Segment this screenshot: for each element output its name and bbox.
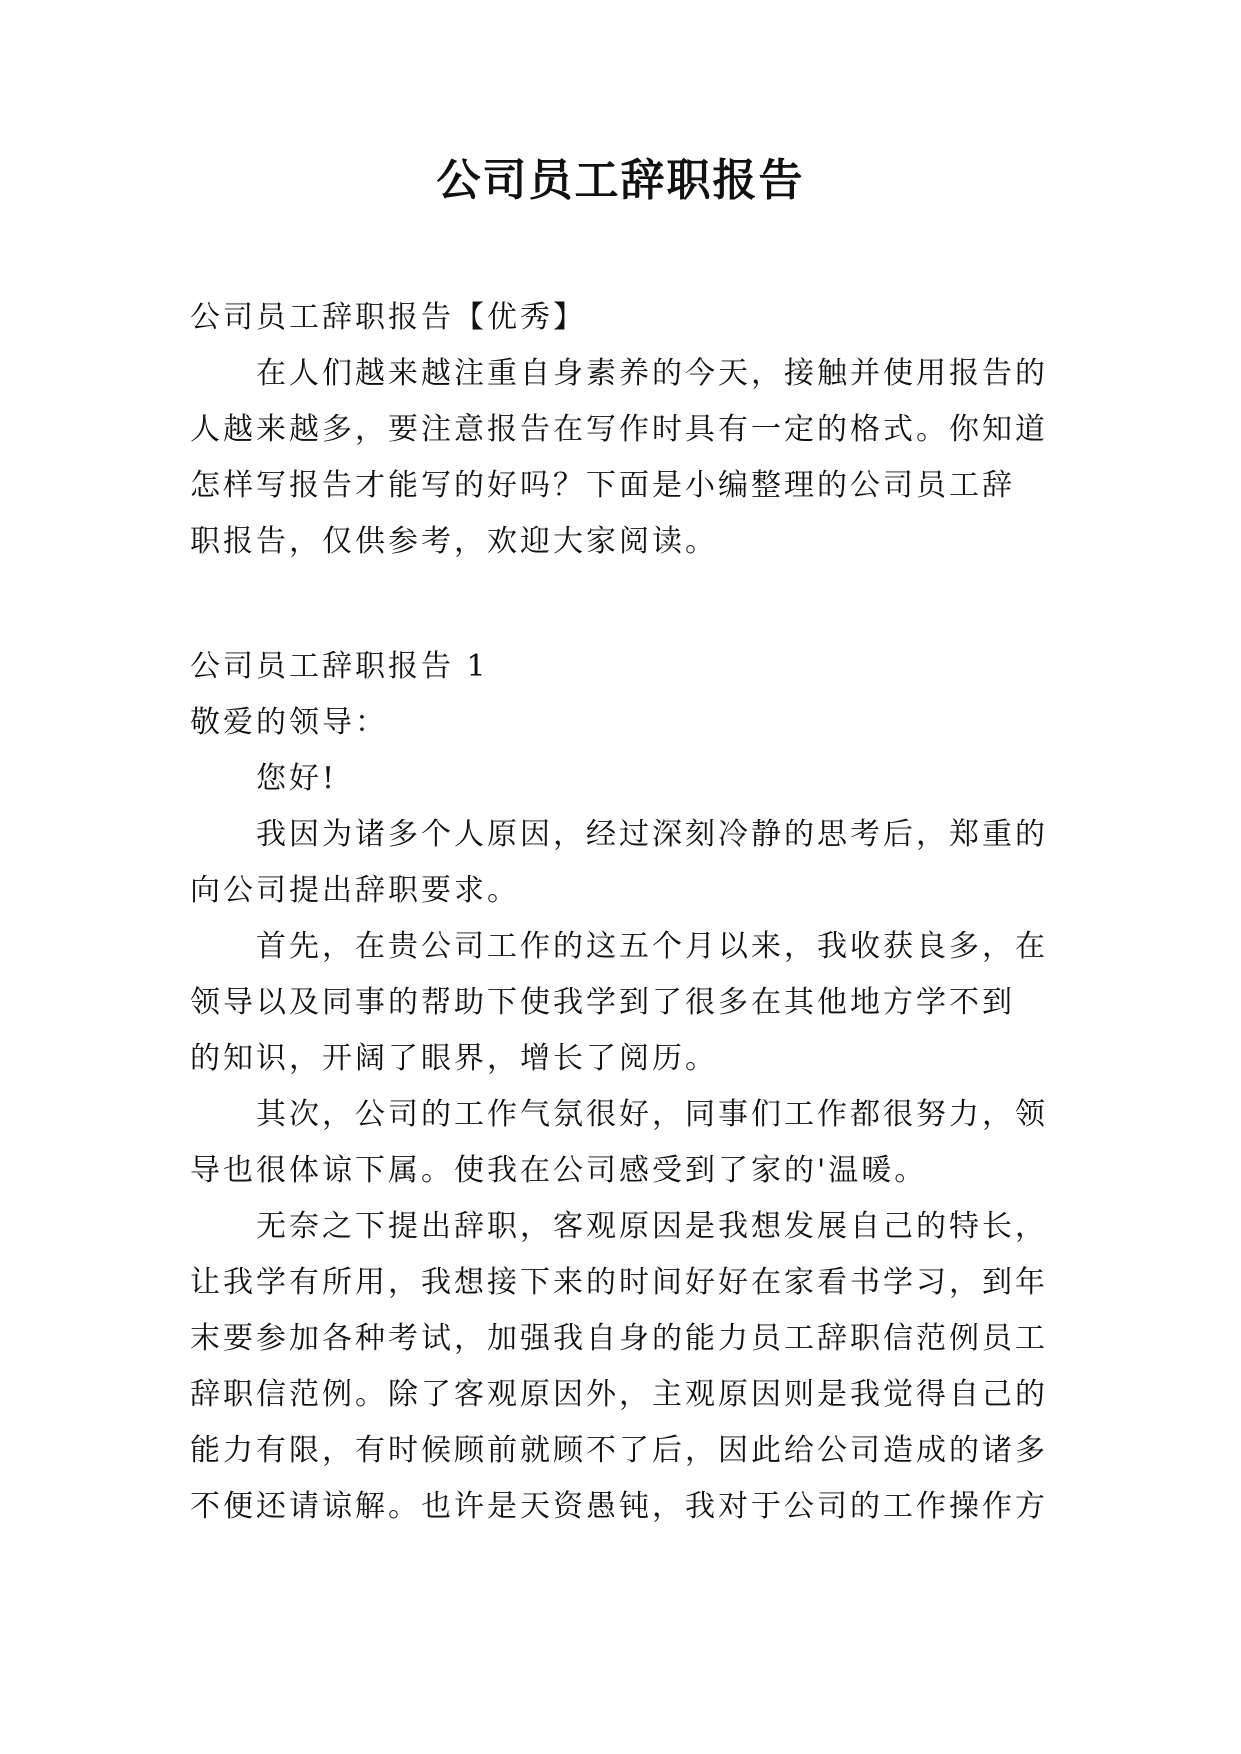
intro-line-3: 怎样写报告才能写的好吗？下面是小编整理的公司员工辞 bbox=[190, 468, 1015, 503]
body-line: 导也很体谅下属。使我在公司感受到了家的'温暖。 bbox=[190, 1153, 928, 1188]
document-title: 公司员工辞职报告 bbox=[436, 155, 805, 206]
section-heading: 公司员工辞职报告 1 bbox=[190, 649, 489, 684]
body-line: 辞职信范例。除了客观原因外，主观原因则是我觉得自己的 bbox=[190, 1377, 1048, 1412]
body-line: 的知识，开阔了眼界，增长了阅历。 bbox=[190, 1041, 718, 1076]
body-line: 能力有限，有时候顾前就顾不了后，因此给公司造成的诸多 bbox=[190, 1433, 1048, 1468]
subtitle-line: 公司员工辞职报告【优秀】 bbox=[190, 300, 586, 335]
body-line: 无奈之下提出辞职，客观原因是我想发展自己的特长， bbox=[256, 1209, 1048, 1244]
body-line: 让我学有所用，我想接下来的时间好好在家看书学习，到年 bbox=[190, 1265, 1048, 1300]
intro-line-4: 职报告，仅供参考，欢迎大家阅读。 bbox=[190, 524, 718, 559]
greeting: 您好! bbox=[256, 761, 338, 796]
intro-line-2: 人越来越多，要注意报告在写作时具有一定的格式。你知道 bbox=[190, 412, 1048, 447]
salutation: 敬爱的领导： bbox=[190, 705, 388, 740]
intro-line-1: 在人们越来越注重自身素养的今天，接触并使用报告的 bbox=[256, 356, 1048, 391]
body-line: 末要参加各种考试，加强我自身的能力员工辞职信范例员工 bbox=[190, 1321, 1048, 1356]
body-line: 其次，公司的工作气氛很好，同事们工作都很努力，领 bbox=[256, 1097, 1048, 1132]
body-line: 我因为诸多个人原因，经过深刻冷静的思考后，郑重的 bbox=[256, 817, 1048, 852]
body-line: 领导以及同事的帮助下使我学到了很多在其他地方学不到 bbox=[190, 985, 1015, 1020]
body-line: 首先，在贵公司工作的这五个月以来，我收获良多，在 bbox=[256, 929, 1048, 964]
body-line: 不便还请谅解。也许是天资愚钝，我对于公司的工作操作方 bbox=[190, 1489, 1048, 1524]
body-line: 向公司提出辞职要求。 bbox=[190, 873, 520, 908]
